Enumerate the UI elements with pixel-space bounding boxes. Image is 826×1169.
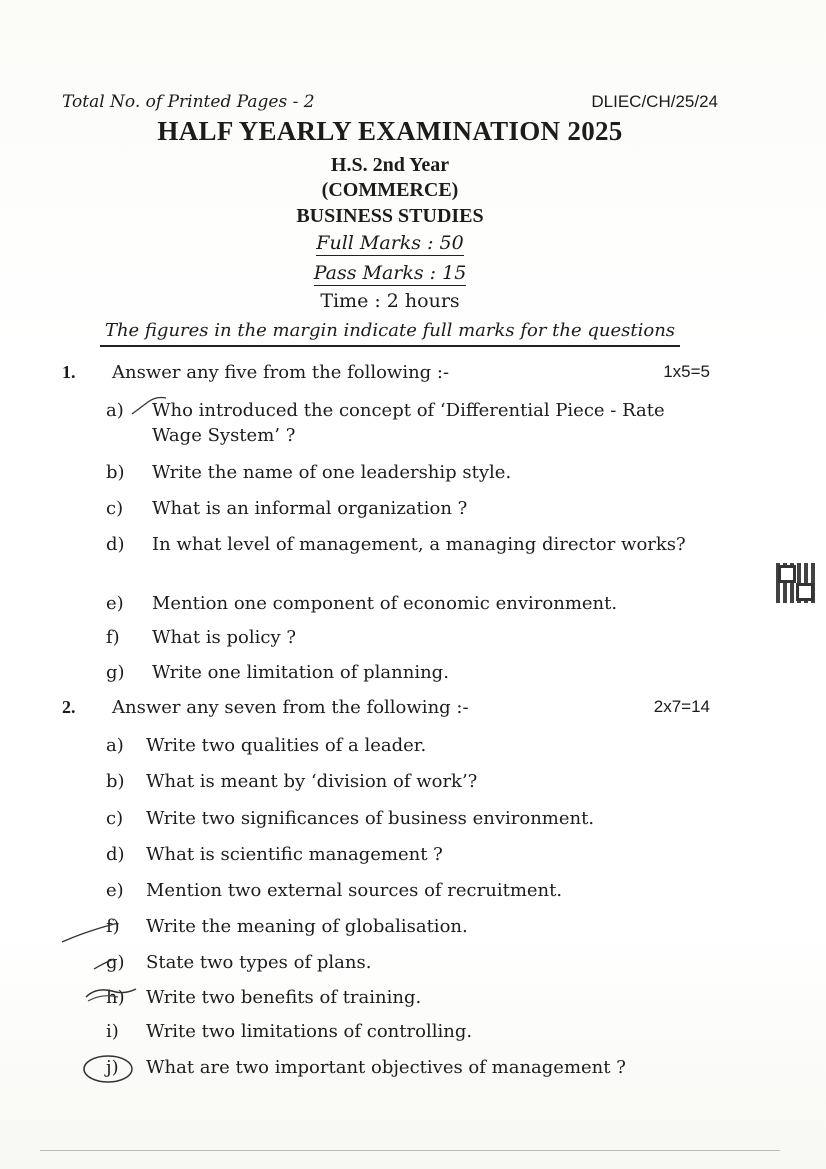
item-label: d) xyxy=(106,844,125,865)
list-item xyxy=(106,914,718,939)
divider xyxy=(40,1150,780,1151)
question-1-header xyxy=(62,362,718,388)
item-text: State two types of plans. xyxy=(146,952,372,973)
list-item xyxy=(106,842,718,867)
paper-code: DLIEC/CH/25/24 xyxy=(591,92,718,111)
question-number: 2. xyxy=(62,697,76,717)
pass-marks-container xyxy=(0,262,780,284)
question-instruction: Answer any seven from the following :- xyxy=(112,697,469,718)
item-label: h) xyxy=(106,987,125,1008)
item-label: b) xyxy=(106,462,125,483)
item-label: a) xyxy=(106,735,124,756)
item-text: Write two qualities of a leader. xyxy=(146,735,427,756)
list-item xyxy=(106,985,718,1010)
list-item xyxy=(106,625,718,650)
list-item xyxy=(106,460,718,485)
item-text: What is policy ? xyxy=(152,627,296,648)
question-2-header xyxy=(62,697,718,723)
list-item xyxy=(106,733,718,758)
item-text: What is an informal organization ? xyxy=(152,498,468,519)
item-text: Write the meaning of globalisation. xyxy=(146,916,468,937)
list-item xyxy=(106,769,718,794)
marks-note: The figures in the margin indicate full marks for the questions xyxy=(100,320,680,347)
question-marks: 1x5=5 xyxy=(663,362,710,381)
item-label: f) xyxy=(106,916,120,937)
pen-tick-mark xyxy=(60,920,120,944)
list-item xyxy=(106,950,718,975)
item-text: Who introduced the concept of ‘Differential Piece - Rate Wage System’ ? xyxy=(152,400,665,446)
exam-title: HALF YEARLY EXAMINATION 2025 xyxy=(157,116,623,146)
pen-tick-mark xyxy=(130,396,170,420)
item-text: Mention one component of economic environment. xyxy=(152,593,618,614)
item-label: e) xyxy=(106,880,124,901)
question-marks: 2x7=14 xyxy=(653,697,710,716)
list-item xyxy=(106,398,718,448)
subject: BUSINESS STUDIES xyxy=(296,205,484,227)
item-text: Write one limitation of planning. xyxy=(152,662,449,683)
question-number: 1. xyxy=(62,362,76,382)
full-marks: Full Marks : 50 xyxy=(316,232,464,254)
list-item xyxy=(106,878,718,903)
item-label: a) xyxy=(106,400,124,421)
item-label: j) xyxy=(106,1057,119,1078)
list-item xyxy=(106,591,718,616)
list-item xyxy=(106,1055,718,1080)
qr-code xyxy=(776,563,816,603)
item-label: g) xyxy=(106,952,125,973)
item-text: Write the name of one leadership style. xyxy=(152,462,512,483)
class-year: H.S. 2nd Year xyxy=(330,154,450,176)
list-item xyxy=(106,496,718,521)
item-label: c) xyxy=(106,808,124,829)
item-label: b) xyxy=(106,771,125,792)
item-text: What is meant by ‘division of work’? xyxy=(146,771,478,792)
item-text: In what level of management, a managing director works? xyxy=(152,534,686,555)
item-label: e) xyxy=(106,593,124,614)
pen-scribble-mark xyxy=(82,983,142,1009)
item-text: What is scientific management ? xyxy=(146,844,443,865)
time-allowed: Time : 2 hours xyxy=(320,290,460,312)
question-instruction: Answer any five from the following :- xyxy=(112,362,450,383)
pass-marks: Pass Marks : 15 xyxy=(313,262,467,284)
item-text: Mention two external sources of recruitment. xyxy=(146,880,563,901)
item-label: i) xyxy=(106,1021,119,1042)
item-label: f) xyxy=(106,627,120,648)
item-text: What are two important objectives of management ? xyxy=(146,1057,626,1078)
list-item xyxy=(106,532,718,557)
header-row xyxy=(62,92,718,116)
item-text: Write two limitations of controlling. xyxy=(146,1021,473,1042)
full-marks-container xyxy=(0,232,780,254)
item-text: Write two benefits of training. xyxy=(146,987,422,1008)
list-item xyxy=(106,660,718,685)
list-item xyxy=(106,1019,718,1044)
pen-circle-mark xyxy=(80,1052,140,1086)
stream: (COMMERCE) xyxy=(321,179,459,201)
pen-tick-mark xyxy=(92,951,132,973)
list-item xyxy=(106,806,718,831)
item-label: d) xyxy=(106,534,125,555)
item-label: c) xyxy=(106,498,124,519)
item-text: Write two significances of business environment. xyxy=(146,808,595,829)
printed-pages-note: Total No. of Printed Pages - 2 xyxy=(62,92,315,112)
item-label: g) xyxy=(106,662,125,683)
